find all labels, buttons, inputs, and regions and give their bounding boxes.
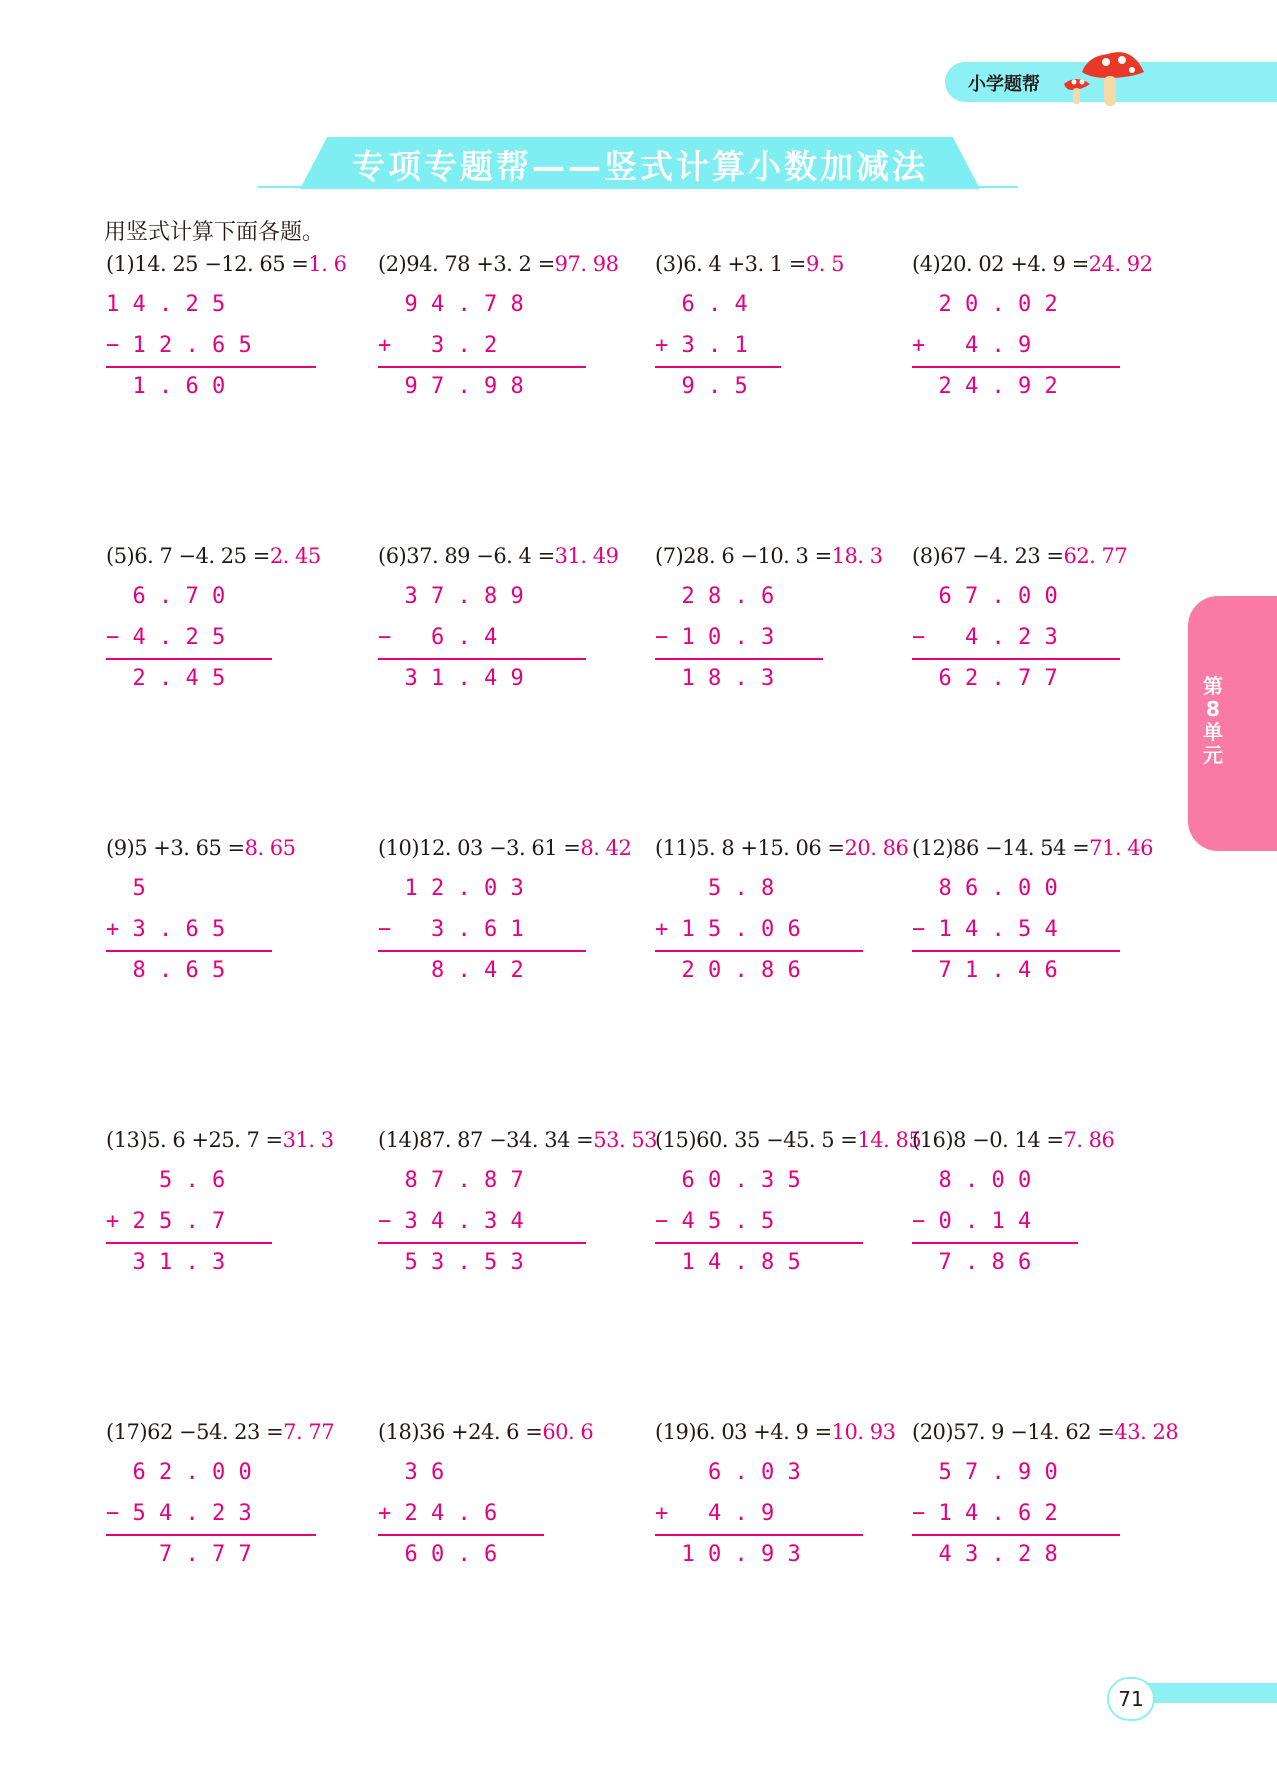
problem-answer: 14. 85 [857, 1128, 922, 1152]
problem-expression: 12. 03 −3. 61 = [419, 836, 581, 860]
operand-bottom: + 4 . 9 [912, 333, 1032, 358]
result-row: 6 2 . 7 7 [912, 666, 1058, 691]
result-rule [106, 366, 316, 368]
operand-top: 3 7 . 8 9 [378, 584, 524, 609]
problem-3 [655, 252, 935, 424]
operand-top: 6 . 0 3 [655, 1460, 801, 1485]
result-rule [378, 950, 586, 952]
operand-top: 3 6 [378, 1460, 445, 1485]
problem-answer: 10. 93 [831, 1420, 896, 1444]
problem-9 [106, 836, 386, 1008]
section-title: 专项专题帮——竖式计算小数加减法 [352, 147, 928, 186]
vertical-calculation [378, 1160, 658, 1300]
operand-top: 6 0 . 3 5 [655, 1168, 801, 1193]
problem-label: (11) [655, 836, 697, 860]
problem-8 [912, 544, 1192, 716]
vertical-calculation [912, 576, 1192, 716]
operand-bottom: + 2 4 . 6 [378, 1501, 498, 1526]
vertical-calculation [106, 576, 386, 716]
problem-equation [655, 1420, 935, 1444]
operand-bottom: − 1 4 . 6 2 [912, 1501, 1058, 1526]
problem-6 [378, 544, 658, 716]
operand-bottom: + 4 . 9 [655, 1501, 775, 1526]
problem-equation [106, 544, 386, 568]
problem-expression: 36 +24. 6 = [419, 1420, 543, 1444]
problem-label: (18) [378, 1420, 420, 1444]
problem-expression: 37. 89 −6. 4 = [406, 544, 555, 568]
result-row: 3 1 . 4 9 [378, 666, 524, 691]
problem-expression: 94. 78 +3. 2 = [406, 252, 555, 276]
result-rule [655, 658, 823, 660]
problem-16 [912, 1128, 1192, 1300]
problem-equation [106, 836, 386, 860]
problem-1 [106, 252, 386, 424]
operand-bottom: + 1 5 . 0 6 [655, 917, 801, 942]
result-row: 8 . 4 2 [378, 958, 524, 983]
problem-answer: 18. 3 [831, 544, 883, 568]
operand-top: 6 7 . 0 0 [912, 584, 1058, 609]
problem-answer: 53. 53 [593, 1128, 658, 1152]
result-rule [378, 1242, 586, 1244]
problem-17 [106, 1420, 386, 1592]
result-rule [912, 1242, 1078, 1244]
operand-bottom: − 4 . 2 3 [912, 625, 1058, 650]
operand-bottom: − 3 4 . 3 4 [378, 1209, 524, 1234]
operand-bottom: + 3 . 2 [378, 333, 498, 358]
operand-top: 5 . 8 [655, 876, 775, 901]
result-rule [106, 950, 272, 952]
mushroom-icon [1060, 44, 1150, 124]
operand-top: 9 4 . 7 8 [378, 292, 524, 317]
operand-top: 6 2 . 0 0 [106, 1460, 252, 1485]
operand-top: 6 . 7 0 [106, 584, 226, 609]
problem-14 [378, 1128, 658, 1300]
operand-top: 1 2 . 0 3 [378, 876, 524, 901]
vertical-calculation [106, 1160, 386, 1300]
result-row: 7 . 8 6 [912, 1250, 1032, 1275]
result-row: 1 0 . 9 3 [655, 1542, 801, 1567]
problem-answer: 31. 49 [554, 544, 619, 568]
problem-answer: 31. 3 [282, 1128, 334, 1152]
problem-answer: 20. 86 [844, 836, 909, 860]
vertical-calculation [106, 284, 386, 424]
problem-equation [655, 836, 935, 860]
problem-equation [378, 1128, 658, 1152]
result-rule [912, 366, 1120, 368]
result-row: 5 3 . 5 3 [378, 1250, 524, 1275]
operand-top: 5 [106, 876, 146, 901]
problem-equation [912, 1420, 1192, 1444]
result-rule [378, 1534, 544, 1536]
problem-label: (16) [912, 1128, 954, 1152]
operand-bottom: − 5 4 . 2 3 [106, 1501, 252, 1526]
problem-10 [378, 836, 658, 1008]
vertical-calculation [106, 868, 386, 1008]
problem-equation [655, 252, 935, 276]
problem-answer: 8. 42 [580, 836, 632, 860]
vertical-calculation [378, 1452, 658, 1592]
problem-label: (2) [378, 252, 407, 276]
problem-label: (8) [912, 544, 941, 568]
problem-equation [106, 1420, 386, 1444]
problem-expression: 5 +3. 65 = [134, 836, 245, 860]
operand-top: 8 7 . 8 7 [378, 1168, 524, 1193]
result-rule [378, 658, 586, 660]
problem-equation [106, 252, 386, 276]
result-row: 7 . 7 7 [106, 1542, 252, 1567]
operand-bottom: − 6 . 4 [378, 625, 498, 650]
problem-equation [378, 836, 658, 860]
problem-answer: 60. 6 [542, 1420, 594, 1444]
problem-expression: 57. 9 −14. 62 = [953, 1420, 1115, 1444]
problem-20 [912, 1420, 1192, 1592]
problem-equation [378, 252, 658, 276]
operand-bottom: + 3 . 1 [655, 333, 748, 358]
brand-label: 小学题帮 [968, 74, 1040, 95]
problem-equation [912, 1128, 1192, 1152]
operand-bottom: − 3 . 6 1 [378, 917, 524, 942]
result-row: 2 . 4 5 [106, 666, 226, 691]
problem-expression: 6. 4 +3. 1 = [683, 252, 806, 276]
problem-expression: 20. 02 +4. 9 = [940, 252, 1089, 276]
vertical-calculation [378, 868, 658, 1008]
problem-18 [378, 1420, 658, 1592]
problem-equation [912, 836, 1192, 860]
operand-bottom: − 1 2 . 6 5 [106, 333, 252, 358]
result-rule [912, 658, 1120, 660]
problem-2 [378, 252, 658, 424]
problem-label: (17) [106, 1420, 148, 1444]
problem-11 [655, 836, 935, 1008]
problem-label: (20) [912, 1420, 954, 1444]
result-row: 1 . 6 0 [106, 374, 226, 399]
result-row: 2 0 . 8 6 [655, 958, 801, 983]
problem-label: (6) [378, 544, 407, 568]
result-row: 3 1 . 3 [106, 1250, 226, 1275]
result-rule [655, 1534, 863, 1536]
problem-expression: 5. 6 +25. 7 = [147, 1128, 283, 1152]
problem-label: (4) [912, 252, 941, 276]
result-row: 9 . 5 [655, 374, 748, 399]
problem-4 [912, 252, 1192, 424]
instruction-text: 用竖式计算下面各题。 [104, 220, 325, 245]
operand-bottom: − 4 . 2 5 [106, 625, 226, 650]
problem-expression: 67 −4. 23 = [940, 544, 1064, 568]
problem-12 [912, 836, 1192, 1008]
problem-label: (14) [378, 1128, 420, 1152]
vertical-calculation [378, 576, 658, 716]
operand-top: 8 6 . 0 0 [912, 876, 1058, 901]
result-row: 1 8 . 3 [655, 666, 775, 691]
problem-15 [655, 1128, 935, 1300]
problem-label: (7) [655, 544, 684, 568]
problem-equation [106, 1128, 386, 1152]
result-row: 1 4 . 8 5 [655, 1250, 801, 1275]
vertical-calculation [655, 1160, 935, 1300]
problem-label: (9) [106, 836, 135, 860]
unit-tab-label: 第8单元 [1203, 674, 1223, 767]
problem-answer: 1. 6 [308, 252, 347, 276]
vertical-calculation [106, 1452, 386, 1592]
vertical-calculation [655, 284, 935, 424]
problem-label: (15) [655, 1128, 697, 1152]
problem-equation [655, 544, 935, 568]
problem-equation [655, 1128, 935, 1152]
problem-answer: 8. 65 [244, 836, 296, 860]
problem-expression: 6. 7 −4. 25 = [134, 544, 270, 568]
vertical-calculation [912, 1160, 1192, 1300]
operand-bottom: − 1 4 . 5 4 [912, 917, 1058, 942]
problem-expression: 62 −54. 23 = [147, 1420, 284, 1444]
result-rule [106, 658, 272, 660]
operand-top: 1 4 . 2 5 [106, 292, 226, 317]
problem-label: (19) [655, 1420, 697, 1444]
operand-top: 5 . 6 [106, 1168, 226, 1193]
page-number: 71 [1107, 1677, 1155, 1721]
operand-bottom: + 2 5 . 7 [106, 1209, 226, 1234]
result-row: 2 4 . 9 2 [912, 374, 1058, 399]
operand-bottom: − 1 0 . 3 [655, 625, 775, 650]
result-rule [106, 1242, 272, 1244]
vertical-calculation [912, 284, 1192, 424]
result-row: 4 3 . 2 8 [912, 1542, 1058, 1567]
vertical-calculation [912, 1452, 1192, 1592]
problem-expression: 28. 6 −10. 3 = [683, 544, 832, 568]
operand-bottom: − 4 5 . 5 [655, 1209, 775, 1234]
result-rule [655, 950, 863, 952]
problem-label: (13) [106, 1128, 148, 1152]
result-rule [655, 366, 781, 368]
problem-equation [912, 544, 1192, 568]
problem-label: (3) [655, 252, 684, 276]
result-row: 8 . 6 5 [106, 958, 226, 983]
problem-7 [655, 544, 935, 716]
problem-13 [106, 1128, 386, 1300]
problem-equation [378, 1420, 658, 1444]
problem-expression: 8 −0. 14 = [953, 1128, 1064, 1152]
problem-5 [106, 544, 386, 716]
problem-expression: 5. 8 +15. 06 = [696, 836, 845, 860]
problem-answer: 9. 5 [805, 252, 845, 276]
problem-answer: 7. 86 [1063, 1128, 1115, 1152]
operand-bottom: + 3 . 6 5 [106, 917, 226, 942]
vertical-calculation [655, 1452, 935, 1592]
operand-bottom: − 0 . 1 4 [912, 1209, 1032, 1234]
problem-answer: 97. 98 [554, 252, 619, 276]
problem-label: (10) [378, 836, 420, 860]
result-rule [106, 1534, 316, 1536]
problem-answer: 24. 92 [1088, 252, 1153, 276]
problem-label: (12) [912, 836, 954, 860]
operand-top: 2 0 . 0 2 [912, 292, 1058, 317]
result-rule [912, 1534, 1120, 1536]
result-row: 6 0 . 6 [378, 1542, 498, 1567]
operand-top: 5 7 . 9 0 [912, 1460, 1058, 1485]
result-rule [378, 366, 586, 368]
problem-answer: 7. 77 [283, 1420, 335, 1444]
problem-expression: 86 −14. 54 = [953, 836, 1090, 860]
problem-equation [912, 252, 1192, 276]
problem-expression: 87. 87 −34. 34 = [419, 1128, 594, 1152]
operand-top: 2 8 . 6 [655, 584, 775, 609]
problem-expression: 14. 25 −12. 65 = [134, 252, 309, 276]
problem-answer: 62. 77 [1063, 544, 1128, 568]
problem-label: (5) [106, 544, 135, 568]
operand-top: 8 . 0 0 [912, 1168, 1032, 1193]
vertical-calculation [655, 868, 935, 1008]
result-rule [655, 1242, 863, 1244]
vertical-calculation [655, 576, 935, 716]
problem-19 [655, 1420, 935, 1592]
problem-answer: 2. 45 [269, 544, 321, 568]
problem-label: (1) [106, 252, 135, 276]
result-row: 9 7 . 9 8 [378, 374, 524, 399]
problem-answer: 43. 28 [1114, 1420, 1179, 1444]
result-row: 7 1 . 4 6 [912, 958, 1058, 983]
vertical-calculation [378, 284, 658, 424]
problem-equation [378, 544, 658, 568]
result-rule [912, 950, 1120, 952]
vertical-calculation [912, 868, 1192, 1008]
operand-top: 6 . 4 [655, 292, 748, 317]
problem-expression: 60. 35 −45. 5 = [696, 1128, 858, 1152]
problem-expression: 6. 03 +4. 9 = [696, 1420, 832, 1444]
problem-answer: 71. 46 [1089, 836, 1153, 860]
